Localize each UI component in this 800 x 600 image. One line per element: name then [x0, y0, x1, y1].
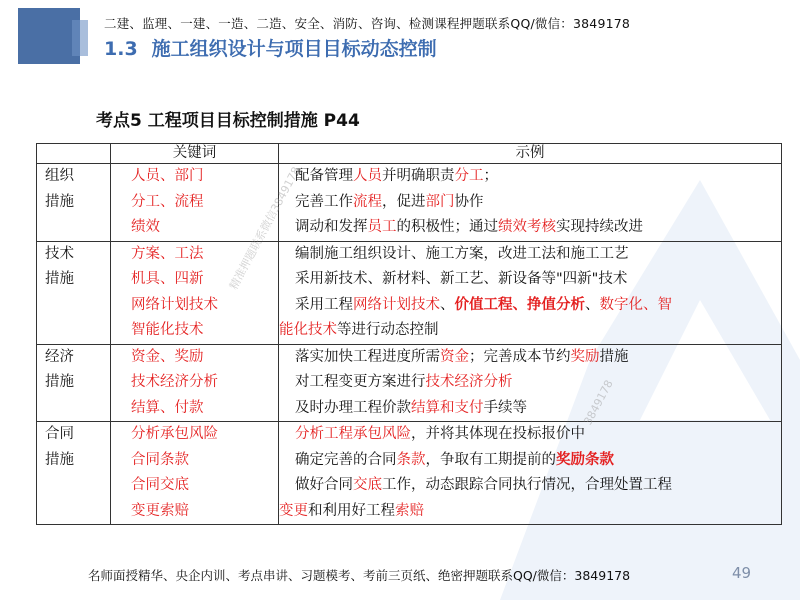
category-label: 措施 — [45, 193, 74, 210]
example-text: ，争取有工期提前的 — [425, 451, 556, 468]
table-header-row — [37, 144, 782, 164]
keyword-item: 变更索赔 — [131, 502, 189, 519]
keyword-item: 智能化技术 — [131, 322, 204, 338]
header-keywords: 关键词 — [111, 144, 279, 164]
highlight-text: 分工 — [454, 168, 484, 184]
example-line — [295, 164, 781, 190]
page-number: 49 — [732, 564, 752, 582]
keyword-item: 合同交底 — [131, 477, 189, 493]
example-text: 完善工作 — [295, 193, 353, 210]
logo-square — [18, 8, 80, 64]
highlight-text: 员工 — [367, 219, 397, 235]
example-line — [295, 396, 781, 422]
example-text: 配备管理 — [295, 168, 353, 184]
example-text: 措施 — [599, 348, 629, 365]
keyword-item: 机具、四新 — [131, 271, 204, 287]
highlight-text: 奖励条款 — [556, 451, 614, 468]
example-text: 并明确职责 — [382, 168, 455, 184]
section-number: 1.3 — [104, 38, 138, 60]
highlight-text: 分析工程承包风险 — [295, 426, 411, 442]
topic-title: 考点5 工程项目目标控制措施 P44 — [96, 111, 360, 131]
example-text: 手续等 — [483, 399, 527, 416]
example-text: 采用新技术、新材料、新工艺、新设备等"四新"技术 — [295, 271, 628, 287]
example-text: ，并将其体现在投标报价中 — [411, 426, 585, 442]
example-line — [295, 267, 781, 293]
highlight-text: 交底 — [353, 477, 382, 493]
example-line — [295, 473, 781, 499]
highlight-text: 资金 — [440, 348, 469, 365]
highlight-text: 部门 — [425, 193, 455, 210]
example-line — [295, 215, 781, 241]
table-row — [37, 422, 782, 525]
highlight-text: 索赔 — [395, 502, 424, 519]
example-text: 确定完善的合同 — [295, 451, 397, 468]
highlight-text: 流程 — [353, 193, 382, 210]
keyword-item: 绩效 — [131, 219, 160, 235]
keyword-item: 合同条款 — [131, 451, 189, 468]
highlight-text: 能化技术 — [279, 322, 337, 338]
example-line — [295, 370, 781, 396]
example-line — [279, 318, 781, 344]
measures-table — [36, 143, 782, 525]
example-text: 采用工程 — [295, 296, 353, 313]
category-cell — [37, 241, 111, 344]
category-label: 技术 — [45, 245, 74, 262]
keyword-item: 网络计划技术 — [131, 296, 218, 313]
example-text: 调动和发挥 — [295, 219, 368, 235]
example-line — [295, 293, 781, 319]
keyword-item: 人员、部门 — [131, 168, 204, 184]
highlight-text: 条款 — [396, 451, 426, 468]
category-label: 措施 — [45, 374, 74, 390]
example-text: 做好合同 — [295, 477, 353, 493]
keyword-item: 分工、流程 — [131, 193, 204, 210]
category-label: 措施 — [45, 271, 74, 287]
example-line — [295, 422, 781, 448]
example-text: 、 — [440, 296, 455, 313]
example-text: 编制施工组织设计、施工方案，改进工法和施工工艺 — [295, 245, 629, 262]
table-row — [37, 164, 782, 242]
highlight-text: 价值工程、挣值分析 — [454, 296, 585, 313]
header-examples: 示例 — [279, 144, 782, 164]
keywords-cell — [111, 344, 279, 422]
category-cell — [37, 422, 111, 525]
example-text: 实现持续改进 — [556, 219, 643, 235]
highlight-text: 绩效考核 — [498, 219, 556, 235]
category-label: 合同 — [45, 426, 74, 442]
example-line — [295, 448, 781, 474]
keyword-item: 技术经济分析 — [131, 374, 218, 390]
examples-cell — [279, 344, 782, 422]
footer-advertisement: 名师面授精华、央企内训、考点串讲、习题模考、考前三页纸、绝密押题联系QQ/微信：3849178 — [88, 568, 631, 583]
watermark-diagonal-right: 3849178 — [581, 377, 616, 428]
example-line — [295, 345, 781, 371]
highlight-text: 数字化、智 — [599, 296, 672, 313]
highlight-text: 网络计划技术 — [353, 296, 440, 313]
table-row — [37, 344, 782, 422]
example-line — [295, 242, 781, 268]
highlight-text: 变更 — [279, 502, 308, 519]
example-text: 及时办理工程价款 — [295, 399, 411, 416]
examples-cell — [279, 422, 782, 525]
example-text: 的积极性；通过 — [396, 219, 498, 235]
table-row — [37, 241, 782, 344]
example-text: 工作，动态跟踪合同执行情况，合理处置工程 — [382, 477, 672, 493]
keyword-item: 分析承包风险 — [131, 426, 218, 442]
category-cell — [37, 164, 111, 242]
category-cell — [37, 344, 111, 422]
keyword-item: 结算、付款 — [131, 399, 204, 416]
header-category — [37, 144, 111, 164]
section-title-text: 施工组织设计与项目目标动态控制 — [151, 38, 437, 60]
keywords-cell — [111, 422, 279, 525]
example-line — [279, 499, 781, 525]
category-label: 经济 — [45, 348, 74, 365]
highlight-text: 技术经济分析 — [425, 374, 513, 390]
example-text: 对工程变更方案进行 — [295, 374, 426, 390]
keyword-item: 资金、奖励 — [131, 348, 204, 365]
highlight-text: 结算和支付 — [411, 399, 484, 416]
examples-cell — [279, 241, 782, 344]
keyword-item: 方案、工法 — [131, 245, 204, 262]
example-text: ； — [483, 168, 498, 184]
top-advertisement: 二建、监理、一建、一造、二造、安全、消防、咨询、检测课程押题联系QQ/微信：3849178 — [104, 16, 631, 31]
category-label: 措施 — [45, 451, 74, 468]
example-text: ；完善成本节约 — [469, 348, 571, 365]
highlight-text: 奖励 — [570, 348, 600, 365]
example-text: 等进行动态控制 — [337, 322, 439, 338]
example-text: ，促进 — [382, 193, 426, 210]
watermark-diagonal-left: 精准押题联系微信3849178 — [227, 164, 303, 292]
example-text: 落实加快工程进度所需 — [295, 348, 440, 365]
examples-cell — [279, 164, 782, 242]
section-title — [104, 34, 437, 61]
category-label: 组织 — [45, 168, 74, 184]
highlight-text: 人员 — [353, 168, 382, 184]
example-text: 和利用好工程 — [308, 502, 395, 519]
example-text: 协作 — [454, 193, 484, 210]
example-text: 、 — [585, 296, 600, 313]
example-line — [295, 190, 781, 216]
